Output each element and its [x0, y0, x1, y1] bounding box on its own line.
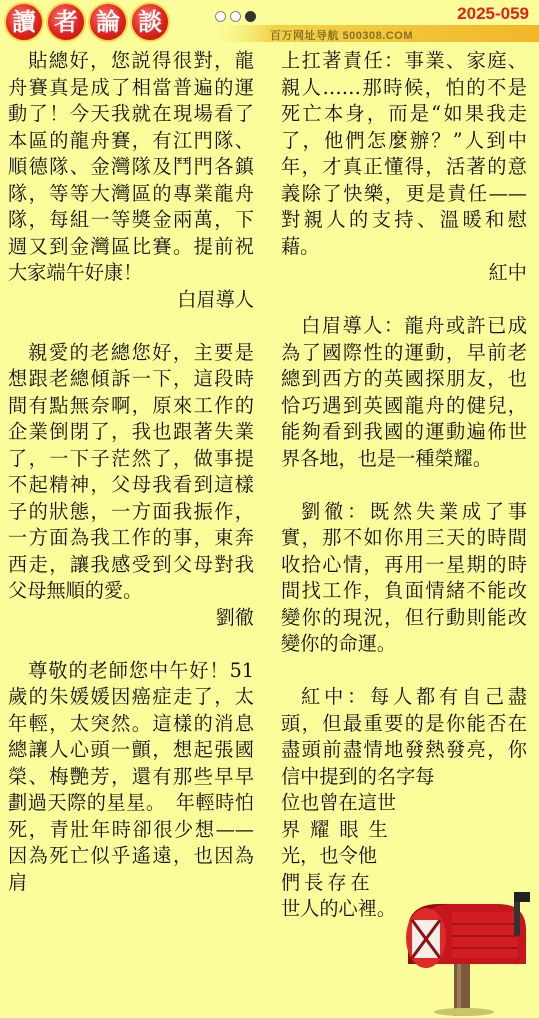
right-column — [281, 48, 527, 923]
reply-text-wrap: 世人的心裡。 — [281, 897, 397, 920]
reply-text-wrap: 們長存在 — [281, 870, 374, 894]
progress-dots-icon — [215, 11, 256, 22]
reply-text: 劉徹：既然失業成了事實，那不如你用三天的時間收拾心情，再用一星期的時間找工作，負面情緒不能改變你的現況，但行動則能改變你的命運。 — [281, 499, 527, 655]
left-column — [8, 48, 254, 896]
watermark: 百万网址导航 500308.COM — [270, 30, 413, 42]
section-title — [4, 2, 170, 42]
title-char: 談 — [130, 2, 170, 42]
page-header — [0, 0, 539, 44]
letter-signature: 紅中 — [488, 261, 527, 284]
title-char: 讀 — [4, 2, 44, 42]
title-char: 論 — [88, 2, 128, 42]
dot-filled-icon — [245, 11, 256, 22]
title-char: 者 — [46, 2, 86, 42]
letter-text: 尊敬的老師您中午好！51歲的朱媛媛因癌症走了，太年輕，太突然。這樣的消息總讓人心頭一顫，想起張國榮、梅艷芳，還有那些早早劃過天際的星星。 年輕時怕死，青壯年時卻很少想——因為死亡似乎遙遠，也因為肩 — [8, 658, 254, 894]
letter-signature: 劉徹 — [215, 605, 254, 629]
reply-text: 白眉導人：龍舟或許已成為了國際性的運動，早前老總到西方的英國探朋友，也恰巧遇到英國龍舟的健兒，能夠看到我國的運動遍佈世界各地，也是一種榮耀。 — [281, 314, 527, 470]
letter-signature: 白眉導人 — [177, 287, 254, 311]
letter-text: 親愛的老總您好，主要是想跟老總傾訴一下，這段時間有點無奈啊，原來工作的企業倒閉了，我也跟著失業了，一下子茫然了，做事提不起精神，父母我看到這樣子的狀態，一方面我振作，一方面為我工作的事，東奔西走，讓我感受到父母對我父母無順的愛。 — [8, 340, 254, 602]
letter-text: 貼總好，您説得很對，龍舟賽真是成了相當普遍的運動了！今天我就在現場看了本區的龍舟賽，有江門隊、順德隊、金灣隊及鬥門各鎮隊，等等大灣區的專業龍舟隊，每組一等獎金兩萬，下週又到金灣區比賽。提前祝大家端午好康！ — [8, 49, 254, 284]
dot-icon — [230, 11, 241, 22]
reply-text-wrap: 位也曾在這世 — [281, 791, 397, 814]
mailbox-icon — [402, 890, 530, 1016]
issue-number: 2025-059 — [457, 4, 529, 23]
reply-text-wrap: 界耀眼生 — [281, 817, 398, 841]
reply-text-wrap: 光，也令他 — [281, 844, 377, 867]
reply-text: 紅中：每人都有自己盡頭，但最重要的是你能否在盡頭前盡情地發熱發亮，你信中提到的名字每 — [281, 685, 527, 788]
dot-icon — [215, 11, 226, 22]
letter-text: 上扛著責任：事業、家庭、親人……那時候，怕的不是死亡本身，而是“如果我走了，他們怎麼辦？”人到中年，才真正懂得，活著的意義除了快樂，更是責任——對親人的支持、溫暖和慰藉。 — [281, 49, 527, 258]
